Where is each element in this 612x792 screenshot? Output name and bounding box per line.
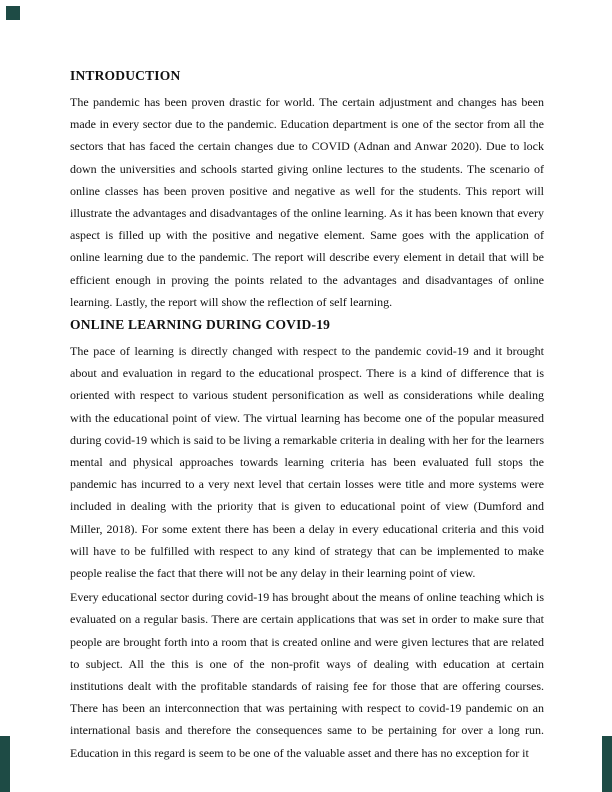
paragraph-introduction: The pandemic has been proven drastic for world. The certain adjustment and changes has been made in every sector due to the pandemic. Education department is one of the sector from all the sectors that has faced the certain changes due to COVID (Adnan and Anwar 2020). Due to lock down the universities and schools started giving online lectures to the students. The scenario of online classes has been proven positive and negative as well for the students. This report will illustrate the advantages and disadvantages of the online learning. As it has been known that every aspect is filled up with the positive and negative element. Same goes with the application of online learning due to the pandemic. The report will describe every element in detail that will be efficient enough in proving the points related to the advantages and disadvantages of online learning. Lastly, the report will show the reflection of self learning.: [70, 95, 544, 309]
paragraph-online-learning-1: The pace of learning is directly changed with respect to the pandemic covid-19 and it brought about and evaluation in regard to the educational prospect. There is a kind of difference that is oriented with respect to various student personification as well as considerations while dealing with the educational point of view. The virtual learning has become one of the popular measured during covid-19 which is said to be living a remarkable criteria in dealing with her for the learners mental and physical approaches towards learning criteria has been evaluated full stops the pandemic has incurred to a very next level that certain losses were title and more systems were included in dealing with the priority that is given to educational point of view (Dumford and Miller, 2018). For some extent there has been a delay in every educational criteria and this void will have to be fulfilled with respect to any kind of strategy that can be implemented to make people realise the fact that there will not be any delay in their learning point of view.: [70, 344, 544, 581]
edge-decor-bottom-right: [602, 736, 612, 792]
section-heading-online-learning: ONLINE LEARNING DURING COVID-19: [70, 317, 331, 333]
page-content: [70, 68, 544, 766]
paragraph-online-learning-2: Every educational sector during covid-19 has brought about the means of online teaching which is evaluated on a regular basis. There are certain applications that was set in order to make sure that people are brought forth into a room that is created online and were given lectures that are related to subject. All the this is one of the non-profit ways of dealing with education at certain institutions dealt with the profitable standards of raising fee for those that are offering courses. There has been an interconnection that was pertaining with respect to covid-19 pandemic on an international basis and therefore the consequences same to be pertaining for over a long run. Education in this regard is seem to be one of the valuable asset and there has no exception for it: [70, 590, 544, 760]
section-heading-introduction: INTRODUCTION: [70, 68, 181, 83]
edge-decor-bottom-left: [0, 736, 10, 792]
corner-decor-top-left: [6, 6, 20, 20]
